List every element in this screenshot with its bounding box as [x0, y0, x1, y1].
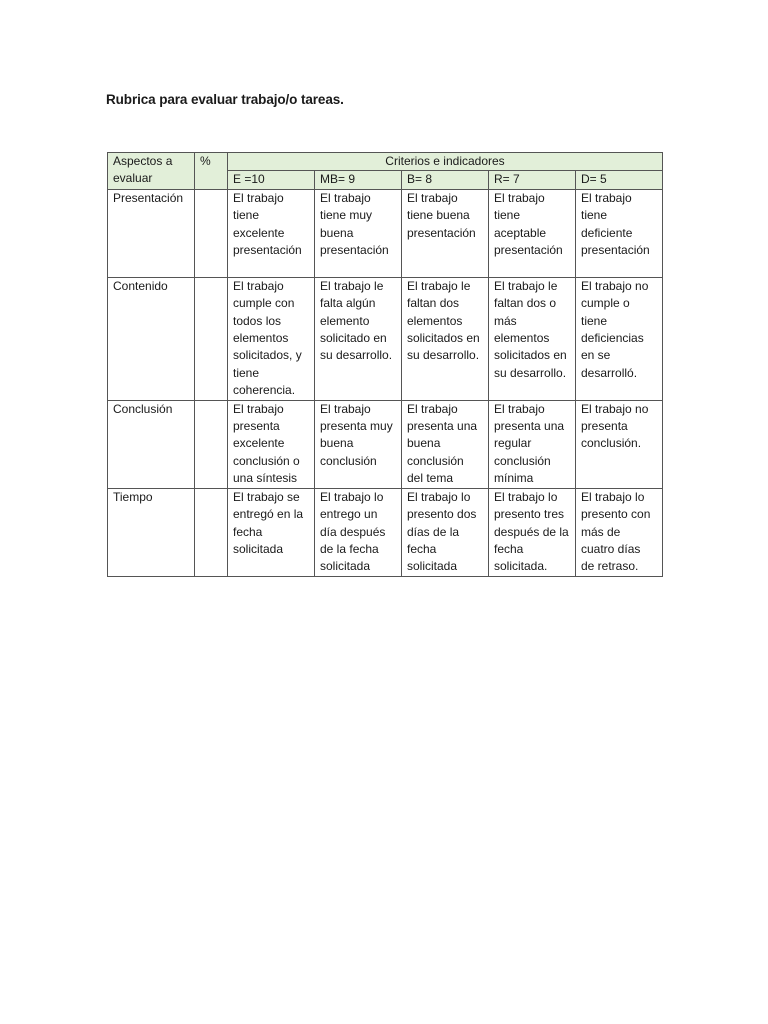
row-percent [195, 488, 228, 576]
table-cell: El trabajo tiene deficiente presentación [576, 189, 663, 277]
table-row [108, 488, 663, 576]
header-level-e: E =10 [228, 171, 315, 189]
table-cell: El trabajo tiene excelente presentación [228, 189, 315, 277]
header-row-1 [108, 153, 663, 171]
table-cell: El trabajo presenta una regular conclusión mínima [489, 400, 576, 488]
table-cell: El trabajo lo entrego un día después de la fecha solicitada [315, 488, 402, 576]
table-cell: El trabajo no cumple o tiene deficiencias en se desarrolló. [576, 277, 663, 400]
page-title: Rubrica para evaluar trabajo/o tareas. [106, 92, 344, 107]
table-cell: El trabajo le faltan dos o más elementos solicitados en su desarrollo. [489, 277, 576, 400]
header-percent: % [195, 153, 228, 190]
header-level-b: B= 8 [402, 171, 489, 189]
table-cell: El trabajo lo presento dos días de la fecha solicitada [402, 488, 489, 576]
row-aspect: Contenido [108, 277, 195, 400]
table-cell: El trabajo le faltan dos elementos solicitados en su desarrollo. [402, 277, 489, 400]
table-cell: El trabajo no presenta conclusión. [576, 400, 663, 488]
row-percent [195, 277, 228, 400]
header-criteria-group: Criterios e indicadores [228, 153, 663, 171]
table-cell: El trabajo tiene muy buena presentación [315, 189, 402, 277]
table-cell: El trabajo lo presento tres después de la fecha solicitada. [489, 488, 576, 576]
table-cell: El trabajo se entregó en la fecha solicitada [228, 488, 315, 576]
table-cell: El trabajo cumple con todos los elementos solicitados, y tiene coherencia. [228, 277, 315, 400]
table-cell: El trabajo lo presento con más de cuatro días de retraso. [576, 488, 663, 576]
table-cell: El trabajo tiene buena presentación [402, 189, 489, 277]
row-aspect: Presentación [108, 189, 195, 277]
row-aspect: Conclusión [108, 400, 195, 488]
table-cell: El trabajo presenta excelente conclusión o una síntesis [228, 400, 315, 488]
header-aspect: Aspectos a evaluar [108, 153, 195, 190]
header-level-d: D= 5 [576, 171, 663, 189]
row-percent [195, 189, 228, 277]
table-row [108, 277, 663, 400]
header-level-mb: MB= 9 [315, 171, 402, 189]
table-row [108, 400, 663, 488]
table-cell: El trabajo le falta algún elemento solicitado en su desarrollo. [315, 277, 402, 400]
table-cell: El trabajo presenta una buena conclusión del tema [402, 400, 489, 488]
table-row [108, 189, 663, 277]
row-percent [195, 400, 228, 488]
table-cell: El trabajo presenta muy buena conclusión [315, 400, 402, 488]
row-aspect: Tiempo [108, 488, 195, 576]
header-level-r: R= 7 [489, 171, 576, 189]
table-cell: El trabajo tiene aceptable presentación [489, 189, 576, 277]
rubric-table [107, 152, 663, 577]
